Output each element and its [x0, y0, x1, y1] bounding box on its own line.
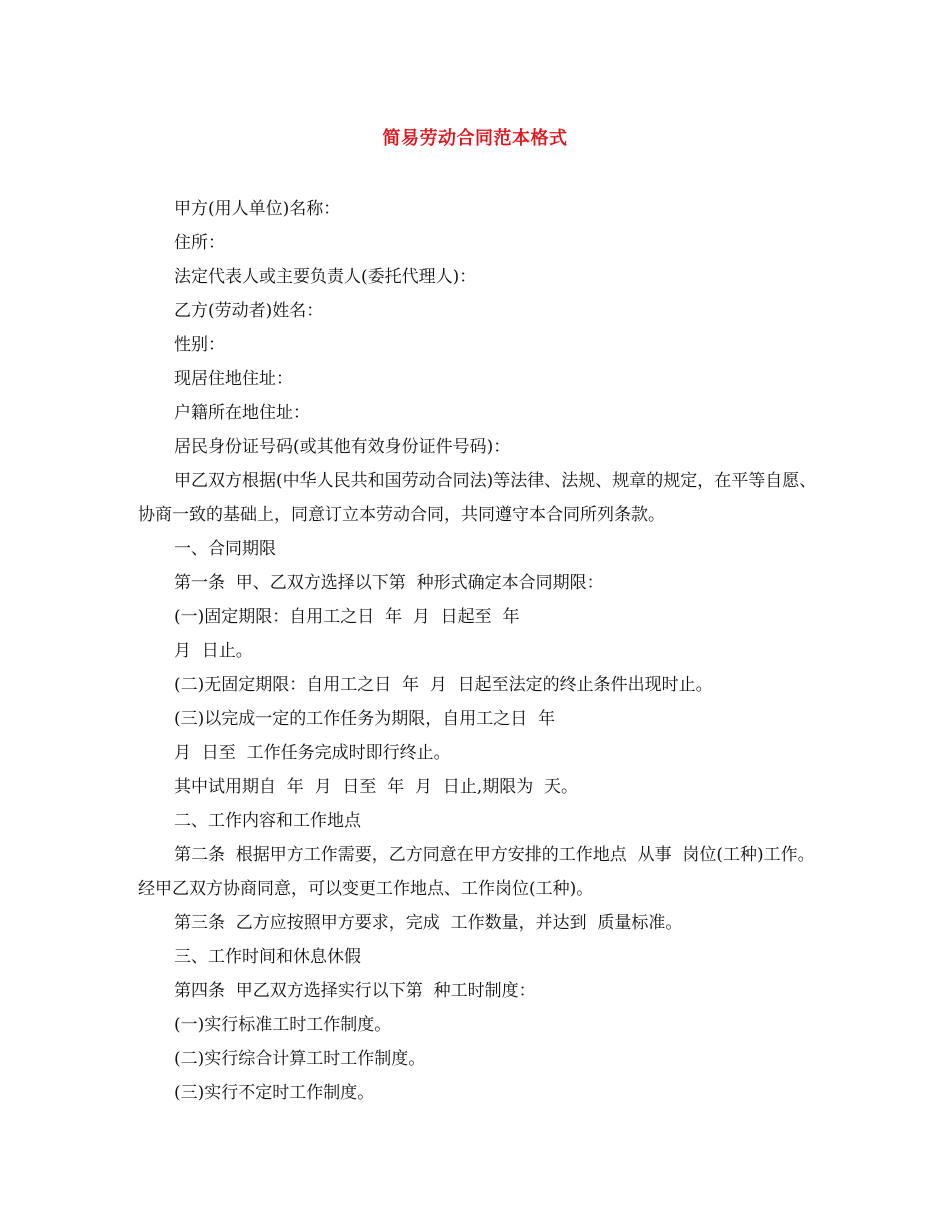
article-3: 第三条 乙方应按照甲方要求，完成 工作数量，并达到 质量标准。: [174, 913, 683, 933]
legal-representative-line: 法定代表人或主要负责人(委托代理人)：: [174, 267, 477, 287]
document-title: 简易劳动合同范本格式: [382, 128, 568, 149]
document-body: [138, 192, 818, 1110]
term-fixed-line-cont: 月 日止。: [174, 641, 253, 661]
article-4: 第四条 甲乙双方选择实行以下第 种工时制度：: [174, 981, 536, 1001]
party-b-name-line: 乙方(劳动者)姓名：: [174, 301, 324, 321]
term-fixed-line: (一)固定期限：自用工之日 年 月 日起至 年: [174, 607, 520, 627]
hours-comprehensive-line: (二)实行综合计算工时工作制度。: [174, 1049, 426, 1069]
section-heading-term: 一、合同期限: [174, 539, 276, 559]
term-task-line-cont: 月 日至 工作任务完成时即行终止。: [174, 743, 451, 763]
current-address-line: 现居住地住址：: [174, 369, 293, 389]
probation-line: 其中试用期自 年 月 日至 年 月 日止,期限为 天。: [174, 777, 579, 797]
hours-flexible-line: (三)实行不定时工作制度。: [174, 1083, 375, 1103]
hours-standard-line: (一)实行标准工时工作制度。: [174, 1015, 392, 1035]
section-heading-hours: 三、工作时间和休息休假: [174, 947, 361, 967]
article-2: 第二条 根据甲方工作需要，乙方同意在甲方安排的工作地点 从事 岗位(工种)工作。经甲乙双方协商同意，可以变更工作地点、工作岗位(工种)。: [138, 845, 815, 899]
section-heading-work: 二、工作内容和工作地点: [174, 811, 361, 831]
household-address-line: 户籍所在地住址：: [174, 403, 310, 423]
party-a-address-line: 住所：: [174, 233, 225, 253]
id-number-line: 居民身份证号码(或其他有效身份证件号码)：: [174, 437, 511, 457]
term-open-line: (二)无固定期限：自用工之日 年 月 日起至法定的终止条件出现时止。: [174, 675, 713, 695]
party-a-name-line: 甲方(用人单位)名称：: [174, 199, 341, 219]
preamble-paragraph: 甲乙双方根据(中华人民共和国劳动合同法)等法律、法规、规章的规定，在平等自愿、协商一致的基础上，同意订立本劳动合同，共同遵守本合同所列条款。: [138, 471, 817, 525]
term-task-line: (三)以完成一定的工作任务为期限，自用工之日 年: [174, 709, 556, 729]
gender-line: 性别：: [174, 335, 225, 355]
article-1: 第一条 甲、乙双方选择以下第 种形式确定本合同期限：: [174, 573, 604, 593]
